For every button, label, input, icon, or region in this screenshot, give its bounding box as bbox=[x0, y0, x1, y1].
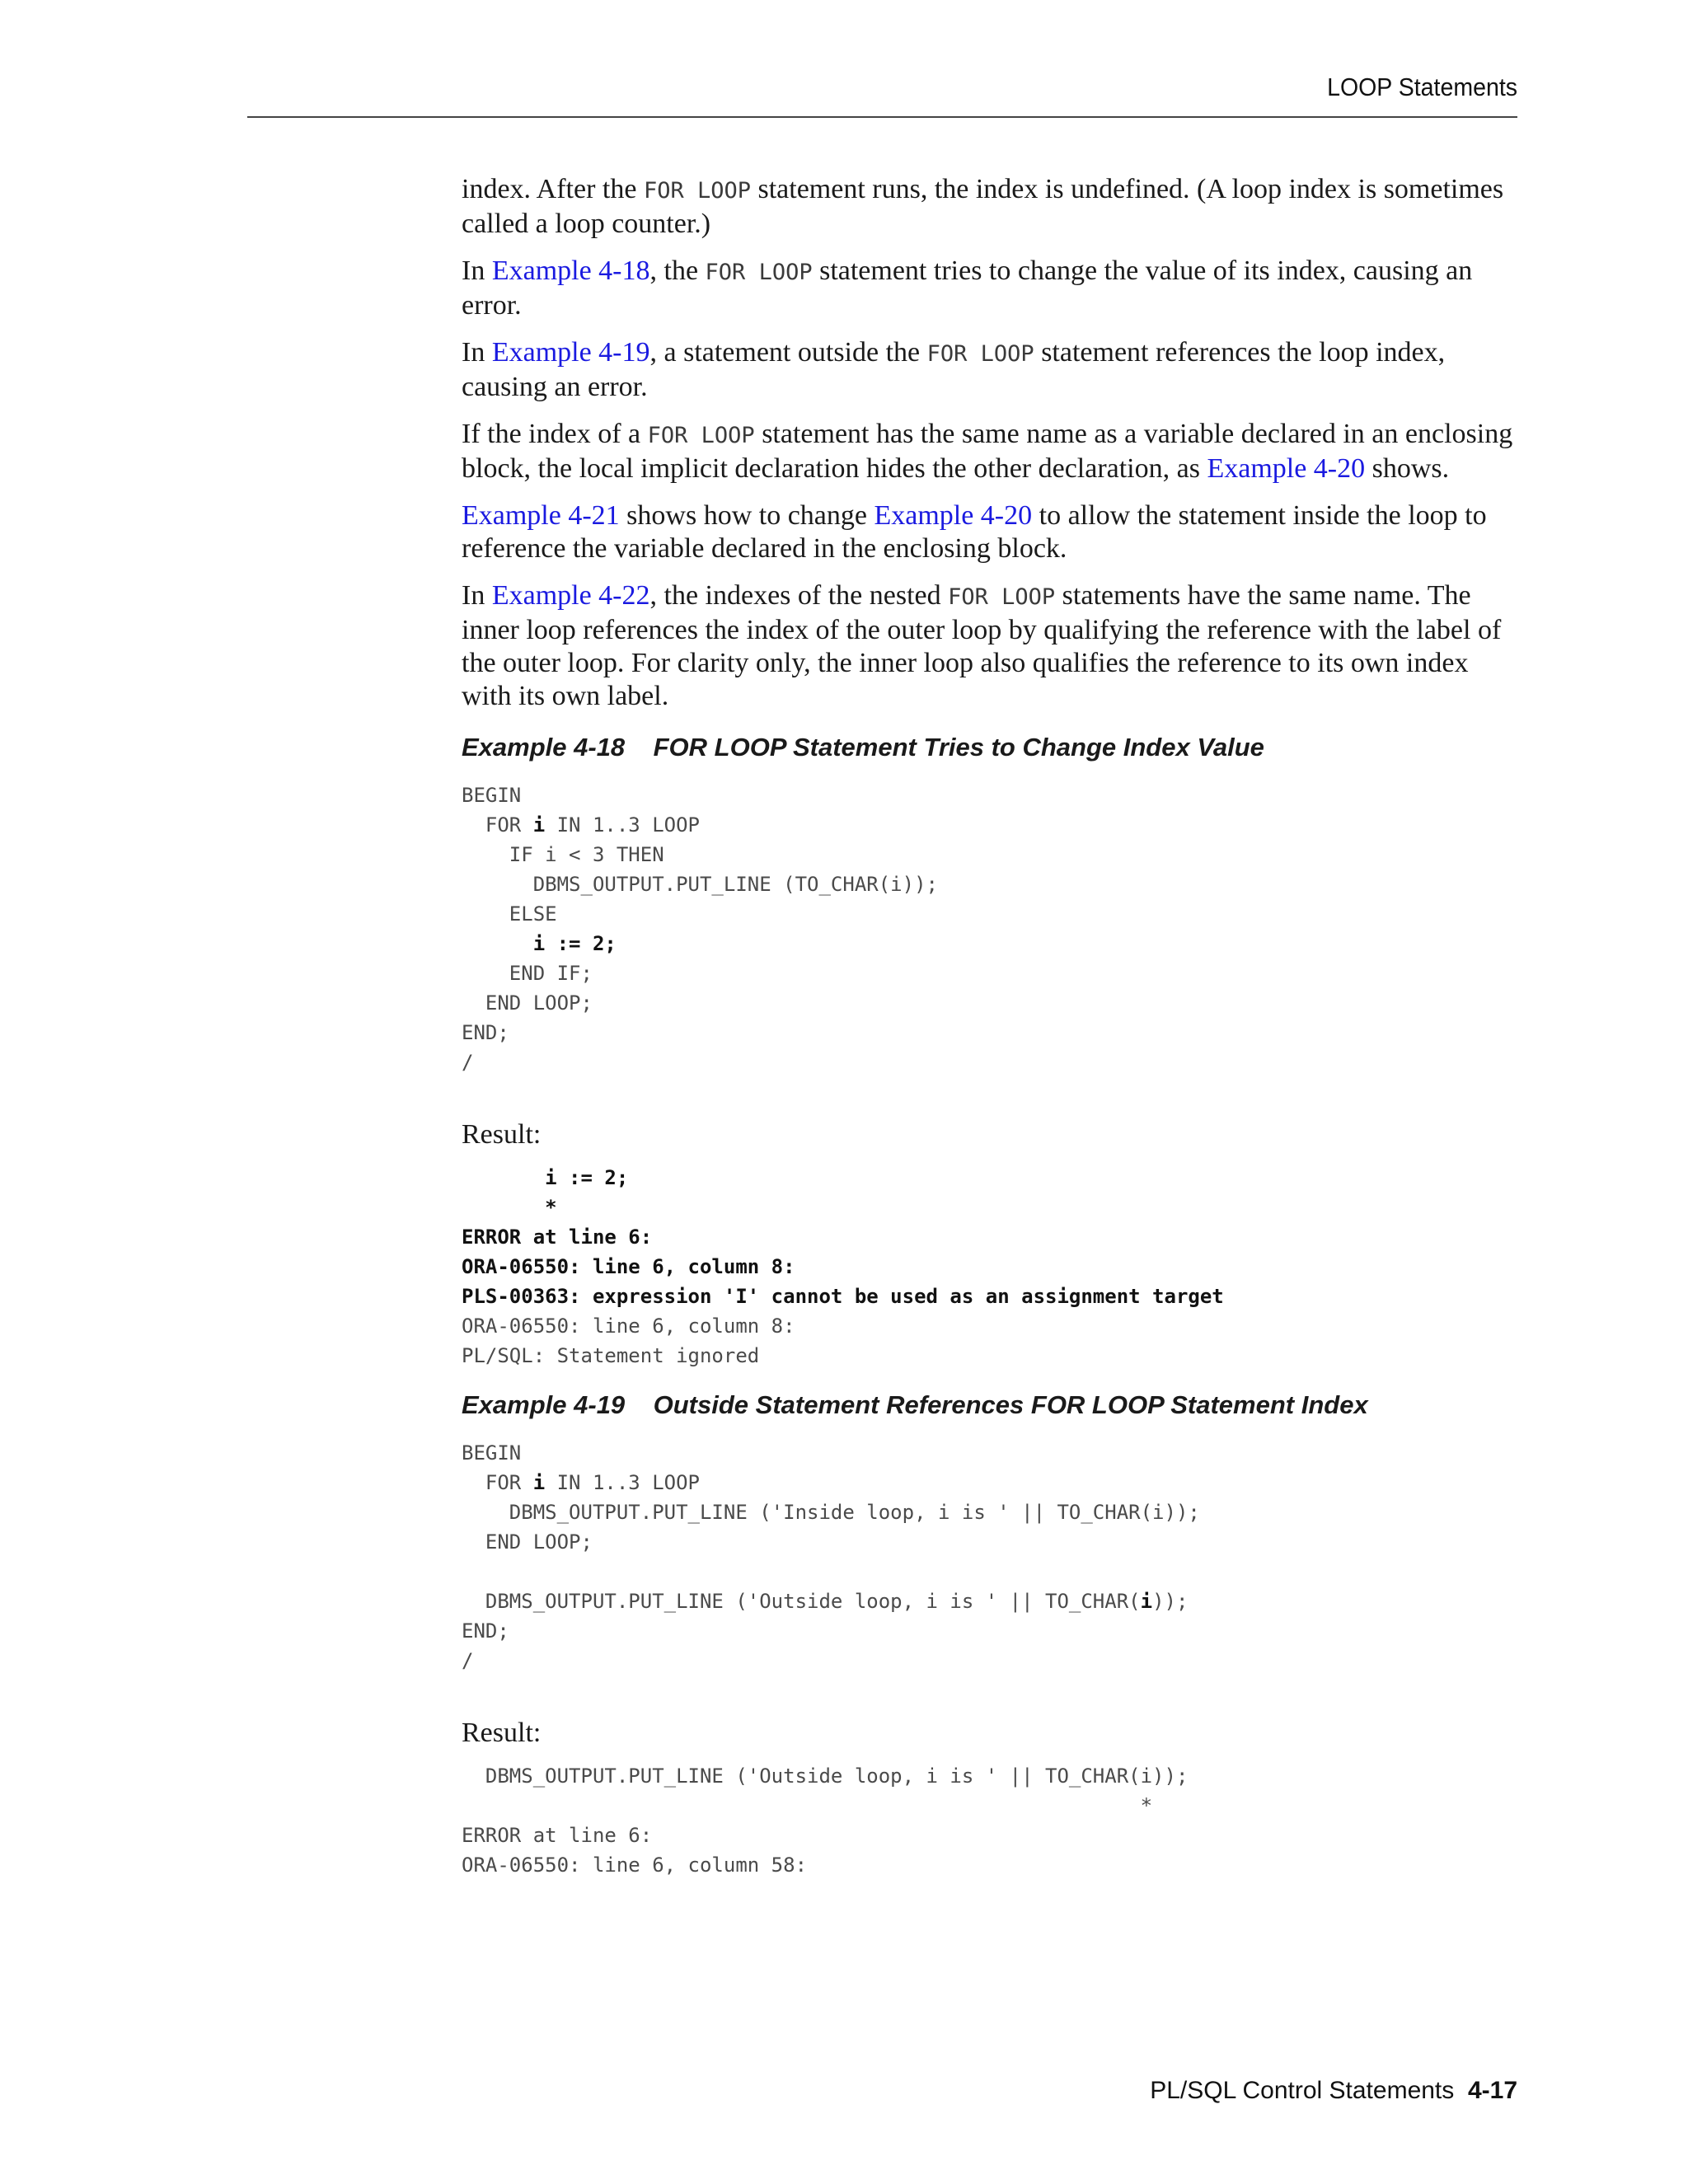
text: shows how to change bbox=[619, 500, 874, 531]
link-example-4-19[interactable]: Example 4-19 bbox=[491, 337, 650, 368]
header-rule bbox=[247, 116, 1517, 118]
footer-title: PL/SQL Control Statements bbox=[1150, 2077, 1455, 2104]
result-line: PLS-00363: expression 'I' cannot be used as an assignment target bbox=[462, 1285, 1224, 1308]
inline-code: FOR LOOP bbox=[643, 178, 751, 204]
text: statement tries to change the value of its index, causing an error. bbox=[462, 255, 1473, 321]
inline-code: FOR LOOP bbox=[926, 341, 1034, 367]
paragraph-5 bbox=[462, 499, 1525, 565]
code-line bbox=[462, 932, 533, 955]
text: to allow the statement inside the loop to reference the variable declared in the enclosing block. bbox=[462, 500, 1487, 564]
code-line: DBMS_OUTPUT.PUT_LINE ('Inside loop, i is ' || TO_CHAR(i)); bbox=[462, 1501, 1200, 1524]
code-line: FOR bbox=[462, 1471, 533, 1494]
page-number: 4-17 bbox=[1467, 2077, 1517, 2104]
text: In bbox=[462, 255, 492, 286]
result-line: ORA-06550: line 6, column 8: bbox=[462, 1255, 795, 1278]
code-line: END; bbox=[462, 1619, 509, 1643]
result-line: DBMS_OUTPUT.PUT_LINE ('Outside loop, i is ' || TO_CHAR(i)); bbox=[462, 1765, 1189, 1788]
code-line: / bbox=[462, 1051, 474, 1074]
code-line: DBMS_OUTPUT.PUT_LINE ('Outside loop, i is ' || TO_CHAR( bbox=[462, 1590, 1141, 1613]
paragraph-1 bbox=[462, 173, 1525, 241]
text: If the index of a bbox=[462, 419, 648, 449]
code-emphasis: i bbox=[532, 813, 546, 837]
paragraph-3 bbox=[462, 336, 1525, 404]
result-line: * bbox=[462, 1196, 557, 1219]
link-example-4-22[interactable]: Example 4-22 bbox=[491, 580, 650, 611]
code-line: IN 1..3 LOOP bbox=[545, 1471, 700, 1494]
text: shows. bbox=[1365, 453, 1450, 484]
text: index. After the bbox=[462, 174, 644, 204]
link-example-4-21[interactable]: Example 4-21 bbox=[462, 500, 620, 531]
text: , a statement outside the bbox=[649, 337, 927, 368]
example-4-19-title: Example 4-19 Outside Statement References FOR LOOP Statement Index bbox=[462, 1390, 1368, 1419]
code-line: / bbox=[462, 1649, 474, 1672]
code-emphasis: i bbox=[1140, 1590, 1153, 1613]
page-footer bbox=[1150, 2077, 1517, 2105]
code-line: BEGIN bbox=[462, 1441, 522, 1465]
link-example-4-20[interactable]: Example 4-20 bbox=[874, 500, 1033, 531]
text: statement runs, the index is undefined. (A loop index is sometimes called a loop counter.) bbox=[462, 174, 1504, 239]
code-line: END IF; bbox=[462, 962, 593, 985]
code-line: END; bbox=[462, 1021, 509, 1044]
result-line: ORA-06550: line 6, column 58: bbox=[462, 1854, 808, 1877]
code-emphasis: i bbox=[532, 1471, 546, 1494]
result-line: ORA-06550: line 6, column 8: bbox=[462, 1315, 795, 1338]
code-line: FOR bbox=[462, 813, 533, 837]
inline-code: FOR LOOP bbox=[705, 260, 813, 285]
text: , the bbox=[649, 255, 706, 286]
inline-code: FOR LOOP bbox=[647, 423, 755, 448]
paragraph-2 bbox=[462, 255, 1525, 322]
code-line: )); bbox=[1152, 1590, 1189, 1613]
result-line: i := 2; bbox=[462, 1166, 629, 1189]
example-4-18-code bbox=[462, 780, 1525, 1077]
paragraph-6 bbox=[462, 579, 1525, 713]
text: In bbox=[462, 580, 492, 611]
link-example-4-18[interactable]: Example 4-18 bbox=[491, 255, 650, 286]
example-4-18-title: Example 4-18 FOR LOOP Statement Tries to Change Index Value bbox=[462, 733, 1264, 762]
paragraph-4 bbox=[462, 418, 1525, 485]
code-line: BEGIN bbox=[462, 784, 522, 807]
example-4-18-result bbox=[462, 1163, 1525, 1371]
text: statement references the loop index, causing an error. bbox=[462, 337, 1446, 402]
code-emphasis: i := 2; bbox=[532, 932, 617, 955]
text: statement has the same name as a variable declared in an enclosing block, the local implicit declaration hides the other declaration, as bbox=[462, 419, 1513, 484]
result-line: PL/SQL: Statement ignored bbox=[462, 1344, 760, 1367]
code-line: ELSE bbox=[462, 902, 557, 926]
text: In bbox=[462, 337, 492, 368]
code-line: IF i < 3 THEN bbox=[462, 843, 664, 866]
link-example-4-20[interactable]: Example 4-20 bbox=[1207, 453, 1366, 484]
code-line: IN 1..3 LOOP bbox=[545, 813, 700, 837]
running-header: LOOP Statements bbox=[1327, 73, 1517, 101]
inline-code: FOR LOOP bbox=[948, 584, 1056, 610]
code-line: END LOOP; bbox=[462, 991, 593, 1015]
example-4-19-code bbox=[462, 1438, 1525, 1675]
result-line: ERROR at line 6: bbox=[462, 1226, 653, 1249]
code-line: DBMS_OUTPUT.PUT_LINE (TO_CHAR(i)); bbox=[462, 873, 938, 896]
result-line: ERROR at line 6: bbox=[462, 1824, 653, 1847]
example-4-18-result-label: Result: bbox=[462, 1119, 542, 1150]
code-line: END LOOP; bbox=[462, 1530, 593, 1554]
result-line: * bbox=[462, 1794, 1153, 1817]
example-4-19-result-label: Result: bbox=[462, 1718, 542, 1748]
text: , the indexes of the nested bbox=[649, 580, 949, 611]
page-body bbox=[462, 173, 1525, 1880]
text: statements have the same name. The inner loop references the index of the outer loop by qualifying the reference with the label of the outer loop. For clarity only, the inner loop also qualifies the reference to its own index with its own label. bbox=[462, 580, 1502, 711]
example-4-19-result bbox=[462, 1761, 1525, 1880]
